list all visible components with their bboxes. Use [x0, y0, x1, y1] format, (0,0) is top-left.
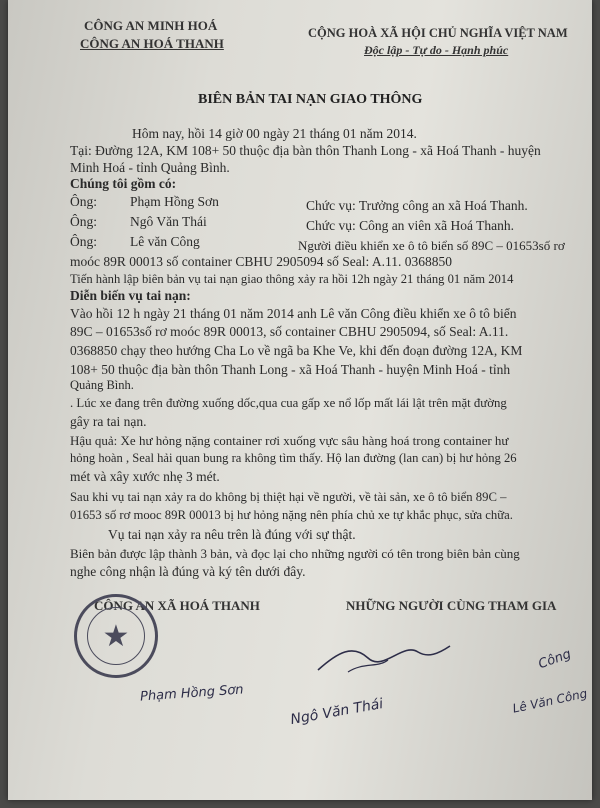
person-3-role: Người điều khiển xe ô tô biển số 89C – 01653số rơ: [298, 238, 565, 253]
national-motto: CỘNG HOÀ XÃ HỘI CHỦ NGHĨA VIỆT NAM: [308, 26, 568, 40]
document-page: [8, 0, 592, 800]
person-3-vehicle: moóc 89R 00013 số container CBHU 2905094 số Seal: A.11. 0368850: [70, 254, 452, 269]
intro-line-1: Hôm nay, hồi 14 giờ 00 ngày 21 tháng 01 năm 2014.: [132, 126, 417, 141]
consequence-line-2: hỏng hoàn , Seal hải quan bung ra không tìm thấy. Hộ lan đường (lan can) bị hư hỏng 26: [70, 451, 517, 465]
cause-line-1: . Lúc xe đang trên đường xuống dốc,qua cua gấp xe nổ lốp mất lái lật trên mặt đường: [70, 396, 507, 410]
consequence-line-1: Hậu quả: Xe hư hỏng nặng container rơi xuống vực sâu hàng hoá trong container hư: [70, 433, 509, 448]
event-line-1: Vào hồi 12 h ngày 21 tháng 01 năm 2014 anh Lê văn Công điều khiển xe ô tô biển: [70, 306, 517, 321]
consequence-line-3: mét và xây xước nhẹ 3 mét.: [70, 469, 220, 484]
signature-left-title: CÔNG AN XÃ HOÁ THANH: [94, 598, 260, 613]
closing-line-2: nghe công nhận là đúng và ký tên dưới đây.: [70, 564, 306, 579]
event-line-5: Quảng Bình.: [70, 378, 134, 392]
event-line-2: 89C – 01653số rơ moóc 89R 00013, số container CBHU 2905094, số Seal: A.11.: [70, 324, 509, 339]
cause-line-2: gây ra tai nạn.: [70, 414, 147, 429]
intro-line-3: Minh Hoá - tỉnh Quảng Bình.: [70, 160, 230, 175]
official-seal: [74, 594, 158, 678]
person-1-role: Chức vụ: Trưởng công an xã Hoá Thanh.: [306, 198, 528, 213]
section-participants: Chúng tôi gồm có:: [70, 176, 177, 191]
section-events: Diễn biến vụ tai nạn:: [70, 288, 191, 303]
signature-right-name: Lê Văn Công: [511, 686, 589, 716]
person-2-role: Chức vụ: Công an viên xã Hoá Thanh.: [306, 218, 515, 233]
signature-left-name: Phạm Hồng Sơn: [139, 682, 245, 705]
star-icon: ★: [102, 619, 130, 654]
signature-right-mark: Công: [536, 646, 574, 673]
person-2-name: Ngô Văn Thái: [130, 214, 207, 229]
event-line-4: 108+ 50 thuộc địa bàn thôn Thanh Long - xã Hoá Thanh - huyện Minh Hoá - tỉnh: [70, 362, 511, 377]
agency-unit: CÔNG AN HOÁ THANH: [80, 36, 224, 51]
signature-right-title: NHỮNG NGƯỜI CÙNG THAM GIA: [346, 598, 557, 613]
proceed-line: Tiến hành lập biên bản vụ tai nạn giao thông xảy ra hồi 12h ngày 21 tháng 01 năm 2014: [70, 272, 514, 286]
person-3-name: Lê văn Công: [130, 234, 200, 249]
signature-scribble: [308, 632, 458, 682]
signature-mid-name: Ngô Văn Thái: [289, 695, 385, 729]
person-3-prefix: Ông:: [70, 234, 97, 249]
closing-line-1: Biên bản được lập thành 3 bản, và đọc lại cho những người có tên trong biên bản cùng: [70, 546, 520, 561]
document-title: BIÊN BẢN TAI NẠN GIAO THÔNG: [198, 92, 423, 107]
national-slogan: Độc lập - Tự do - Hạnh phúc: [364, 43, 509, 57]
after-line-1: Sau khi vụ tai nạn xảy ra do không bị thiệt hại về người, về tài sản, xe ô tô biển 89C –: [70, 490, 507, 504]
intro-line-2: Tại: Đường 12A, KM 108+ 50 thuộc địa bàn thôn Thanh Long - xã Hoá Thanh - huyện: [70, 143, 541, 158]
after-line-2: 01653 số rơ mooc 89R 00013 bị hư hỏng nặng nên phía chủ xe tự khắc phục, sửa chữa.: [70, 508, 513, 522]
person-2-prefix: Ông:: [70, 214, 97, 229]
person-1-prefix: Ông:: [70, 194, 97, 209]
truth-line: Vụ tai nạn xảy ra nêu trên là đúng với sự thật.: [108, 527, 356, 542]
event-line-3: 0368850 chạy theo hướng Cha Lo về ngã ba Khe Ve, khi đến đoạn đường 12A, KM: [70, 343, 523, 358]
agency-name: CÔNG AN MINH HOÁ: [84, 18, 218, 33]
person-1-name: Phạm Hồng Sơn: [130, 194, 219, 209]
